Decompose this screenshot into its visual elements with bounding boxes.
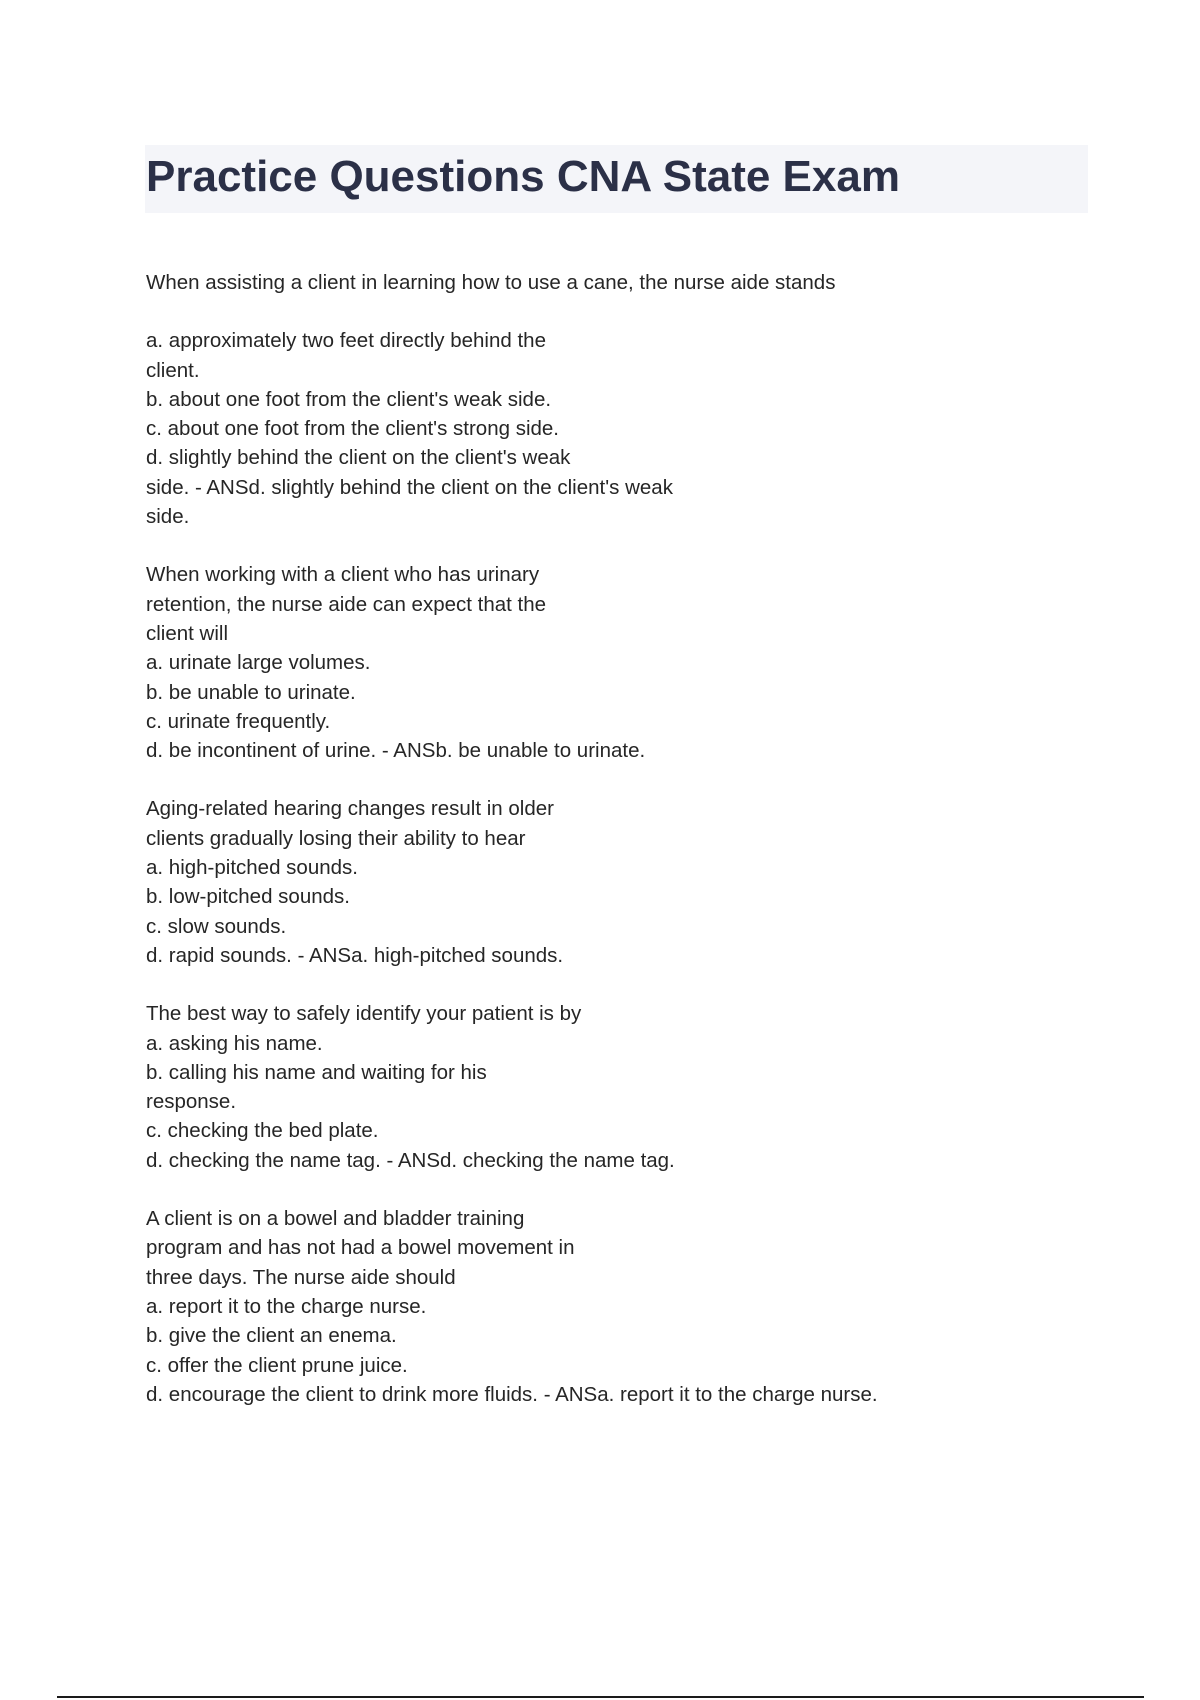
- question-1-option-line-7: side.: [146, 505, 190, 529]
- question-3-line-2: clients gradually losing their ability to hear: [146, 826, 526, 850]
- question-1-option-line-5: d. slightly behind the client on the client's weak: [146, 446, 571, 470]
- question-1-option-line-1: a. approximately two feet directly behind the: [146, 329, 546, 353]
- question-5-line-6: c. offer the client prune juice.: [146, 1353, 408, 1377]
- question-5-line-7: d. encourage the client to drink more fluids. - ANSa. report it to the charge nurse.: [146, 1382, 878, 1406]
- footer-divider: [57, 1696, 1144, 1698]
- question-1-option-line-6: side. - ANSd. slightly behind the client on the client's weak: [146, 475, 673, 499]
- question-4-line-2: a. asking his name.: [146, 1031, 323, 1055]
- question-4: [146, 999, 1046, 1175]
- question-3-line-5: c. slow sounds.: [146, 914, 287, 938]
- question-5-line-2: program and has not had a bowel movement in: [146, 1236, 575, 1260]
- question-5-line-5: b. give the client an enema.: [146, 1324, 397, 1348]
- question-5-line-1: A client is on a bowel and bladder training: [146, 1207, 525, 1231]
- question-1-options: [146, 326, 1046, 531]
- question-4-line-1: The best way to safely identify your patient is by: [146, 1002, 582, 1026]
- question-2-line-1: When working with a client who has urinary: [146, 563, 540, 587]
- question-1-prompt-line-1: When assisting a client in learning how to use a cane, the nurse aide stands: [146, 271, 836, 294]
- question-4-line-6: d. checking the name tag. - ANSd. checking the name tag.: [146, 1148, 675, 1172]
- question-4-line-5: c. checking the bed plate.: [146, 1119, 379, 1143]
- question-4-line-4: response.: [146, 1090, 237, 1114]
- question-1-option-line-2: client.: [146, 358, 200, 382]
- question-2-line-5: b. be unable to urinate.: [146, 680, 356, 704]
- question-3-line-6: d. rapid sounds. - ANSa. high-pitched sounds.: [146, 943, 564, 967]
- question-2-line-3: client will: [146, 621, 229, 645]
- question-3-line-1: Aging-related hearing changes result in older: [146, 797, 554, 821]
- question-3-line-3: a. high-pitched sounds.: [146, 856, 358, 880]
- question-list: [146, 268, 1046, 1438]
- question-5: [146, 1204, 1046, 1409]
- question-3: [146, 794, 1046, 970]
- question-5-line-4: a. report it to the charge nurse.: [146, 1294, 427, 1318]
- question-2-line-4: a. urinate large volumes.: [146, 651, 371, 675]
- question-2: [146, 560, 1046, 765]
- question-2-line-2: retention, the nurse aide can expect that the: [146, 592, 547, 616]
- question-2-line-7: d. be incontinent of urine. - ANSb. be unable to urinate.: [146, 739, 646, 763]
- question-1: [146, 268, 1046, 297]
- question-4-line-3: b. calling his name and waiting for his: [146, 1060, 487, 1084]
- question-3-line-4: b. low-pitched sounds.: [146, 885, 350, 909]
- question-2-line-6: c. urinate frequently.: [146, 709, 331, 733]
- page-title: Practice Questions CNA State Exam: [146, 152, 900, 201]
- question-5-line-3: three days. The nurse aide should: [146, 1265, 456, 1289]
- question-1-option-line-3: b. about one foot from the client's weak side.: [146, 387, 552, 411]
- question-1-option-line-4: c. about one foot from the client's strong side.: [146, 417, 560, 441]
